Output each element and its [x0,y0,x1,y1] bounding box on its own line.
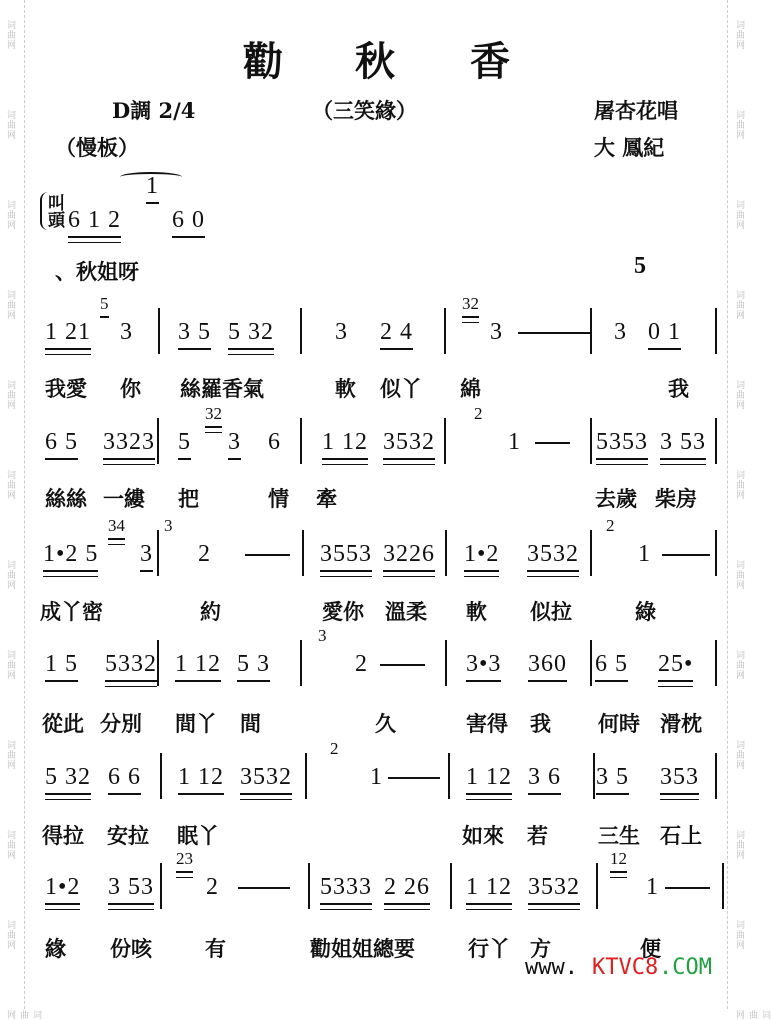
site-watermark-brand: KTVC8 [592,955,659,980]
note-group: 3226 [383,540,435,572]
grace-note: 12 [610,849,627,873]
lyric: 久 [375,711,396,736]
sustain-dash [535,442,570,444]
grace-note: 32 [462,294,479,318]
note-group: 5333 [320,873,372,905]
note-group: 1 [370,764,383,790]
bar-line [445,640,447,686]
lyric: 溫柔 [385,599,427,624]
note-group: 3•3 [466,650,501,682]
lyric: 約 [200,599,221,624]
key-signature: D調 2/4 [112,98,196,123]
note-group: 5332 [105,650,157,682]
note-group: 3 5 [178,318,211,350]
side-watermark: 词曲网 [734,380,744,410]
side-watermark: 词曲网 [5,380,15,410]
note-group: 1 12 [175,650,221,682]
lyric: 份咳 [110,936,152,961]
tempo-marking: （慢板） [55,135,139,160]
lyric: 成丫密 [40,599,103,624]
note-group: 1•2 [464,540,499,572]
lyric: 石上 [660,823,702,848]
bar-line [300,308,302,354]
note-group: 2 [355,651,368,677]
bar-line [157,640,159,686]
lyric: 柴房 [655,486,697,511]
sustain-dash [388,777,440,779]
note-group: 6 5 [595,650,628,682]
lyric: 我愛 [45,376,87,401]
lyric: 去歲 [595,486,637,511]
bar-line [444,418,446,464]
grace-note: 32 [205,404,222,428]
note-group: 3 53 [660,428,706,460]
lyric: 把 [178,486,199,511]
note-group: 5 32 [228,318,274,350]
note-group: 3 [228,428,241,460]
note-group: 3 [614,319,627,345]
side-watermark: 词曲网 [734,470,744,500]
intro-lyric: 、秋姐呀 [55,259,139,284]
right-margin-line [727,0,728,1009]
lyric: 眠丫 [177,823,219,848]
note-group: 360 [528,650,567,682]
lyric: 滑枕 [660,711,702,736]
intro-label: 叫頭 [40,192,67,230]
note-group: 2 26 [384,873,430,905]
side-watermark: 词曲网 [5,1010,41,1020]
lyric: 一縷 [103,486,145,511]
note-group: 1 [508,429,521,455]
note-group: 3323 [103,428,155,460]
side-watermark: 词曲网 [734,920,744,950]
side-watermark: 词曲网 [734,650,744,680]
bar-line [157,530,159,576]
side-watermark: 词曲网 [734,20,744,50]
note-group: 3 [335,319,348,345]
note-group: 6 5 [45,428,78,460]
lyric: 安拉 [107,823,149,848]
note-group: 2 4 [380,318,413,350]
singer: 屠杏花唱 [594,98,678,123]
note-group: 6 6 [108,763,141,795]
note-group: 1 [638,541,651,567]
sustain-dash [545,332,590,334]
lyric: 似丫 [380,376,422,401]
side-watermark: 词曲网 [5,650,15,680]
bar-line [715,418,717,464]
note-group: 1 [646,874,659,900]
grace-note: 2 [606,516,615,535]
note-group: 0 1 [648,318,681,350]
bar-line [590,418,592,464]
bar-line [722,863,724,909]
lyric: 若 [527,823,548,848]
side-watermark: 词曲网 [5,110,15,140]
bar-line [590,530,592,576]
title-char-1: 勸 [243,38,283,85]
lyric: 勸姐姐總要 [310,936,415,961]
lyric: 綠 [635,599,656,624]
bar-line [590,308,592,354]
note-group: 5 32 [45,763,91,795]
bar-line [450,863,452,909]
side-watermark: 词曲网 [734,1010,770,1020]
sustain-dash [245,554,290,556]
bar-line [445,530,447,576]
lyric: 似拉 [530,599,572,624]
side-watermark: 词曲网 [5,920,15,950]
lyric: 行丫 [468,936,510,961]
lyric: 軟 [466,599,487,624]
grace-note: 5 [100,294,109,318]
title-char-3: 香 [470,38,510,85]
note-group: 3 53 [108,873,154,905]
bar-line [444,308,446,354]
lyric: 方 [530,936,551,961]
lyric: 有 [205,936,226,961]
note-group: 2 [198,541,211,567]
bar-line [160,753,162,799]
grace-note: 3 [164,516,173,535]
grace-note: 5 [634,253,647,279]
lyric: 如來 [462,823,504,848]
lyric: 我 [530,711,551,736]
note-group: 3 6 [528,763,561,795]
grace-note: 3 [318,626,327,645]
bar-line [300,640,302,686]
note-group: 3 [120,319,133,345]
note-group: 353 [660,763,699,795]
note-group: 25• [658,650,693,682]
lyric: 分別 [100,711,142,736]
sustain-dash [238,887,290,889]
note-group: 1 12 [322,428,368,460]
lyric: 從此 [42,711,84,736]
lyric: 得拉 [42,823,84,848]
sustain-dash [665,887,710,889]
note-group: 1 12 [466,873,512,905]
bar-line [593,753,595,799]
bar-line [715,640,717,686]
lyric: 你 [120,376,141,401]
note-group: 3532 [528,873,580,905]
bar-line [157,418,159,464]
side-watermark: 词曲网 [734,200,744,230]
intro-notes-1: 6 1 2 [68,206,121,238]
side-watermark: 词曲网 [5,830,15,860]
grace-note: 2 [330,739,339,758]
bar-line [448,753,450,799]
side-watermark: 词曲网 [5,740,15,770]
note-group: 2 [206,874,219,900]
side-watermark: 词曲网 [5,200,15,230]
bar-line [715,753,717,799]
note-group: 3 [490,319,503,345]
slur [120,172,182,182]
bar-line [715,530,717,576]
bar-line [308,863,310,909]
note-group: 1 21 [45,318,91,350]
notator: 大 鳳紀 [594,135,665,160]
grace-note: 34 [108,516,125,540]
side-watermark: 词曲网 [734,290,744,320]
note-group: 1 12 [466,763,512,795]
bar-line [158,308,160,354]
lyric: 絲羅香氣 [180,376,264,401]
note-group: 3532 [383,428,435,460]
side-watermark: 词曲网 [5,470,15,500]
sustain-dash [662,554,710,556]
bar-line [590,640,592,686]
lyric: 害得 [466,711,508,736]
lyric: 情 [268,486,289,511]
lyric: 間 [240,711,261,736]
bar-line [302,530,304,576]
lyric: 絲絲 [45,486,87,511]
note-group: 6 [268,429,281,455]
lyric: 間丫 [175,711,217,736]
bar-line [305,753,307,799]
note-group: 1•2 5 [43,540,98,572]
sustain-dash [518,332,548,334]
title-char-2: 秋 [355,38,395,85]
site-watermark-suffix: .COM [659,955,712,980]
side-watermark: 词曲网 [5,20,15,50]
lyric: 愛你 [322,599,364,624]
bar-line [596,863,598,909]
note-group: 5353 [596,428,648,460]
note-group: 1 12 [178,763,224,795]
sustain-dash [380,664,425,666]
bar-line [160,863,162,909]
side-watermark: 词曲网 [734,560,744,590]
site-watermark-prefix: www. [525,955,578,980]
lyric: 我 [668,376,689,401]
lyric: 綿 [460,376,481,401]
note-group: 3 [140,540,153,572]
side-watermark: 词曲网 [734,110,744,140]
note-group: 1•2 [45,873,80,905]
note-group: 1 5 [45,650,78,682]
note-group: 5 3 [237,650,270,682]
intro-notes-2: 6 0 [172,206,205,238]
grace-note: 2 [474,404,483,423]
lyric: 三生 [598,823,640,848]
note-group: 3532 [240,763,292,795]
note-group: 5 [178,428,191,460]
side-watermark: 词曲网 [734,740,744,770]
side-watermark: 词曲网 [734,830,744,860]
source-opera: （三笑緣） [312,98,417,123]
left-margin-line [24,0,25,1009]
note-group: 3553 [320,540,372,572]
lyric: 何時 [598,711,640,736]
side-watermark: 词曲网 [5,560,15,590]
lyric: 牽 [316,486,337,511]
intro-note-fermata: 1 [146,172,159,204]
lyric: 緣 [45,936,66,961]
side-watermark: 词曲网 [5,290,15,320]
note-group: 3532 [527,540,579,572]
bar-line [715,308,717,354]
lyric: 便 [640,936,661,961]
lyric: 軟 [335,376,356,401]
grace-note: 23 [176,849,193,873]
note-group: 3 5 [596,763,629,795]
bar-line [300,418,302,464]
